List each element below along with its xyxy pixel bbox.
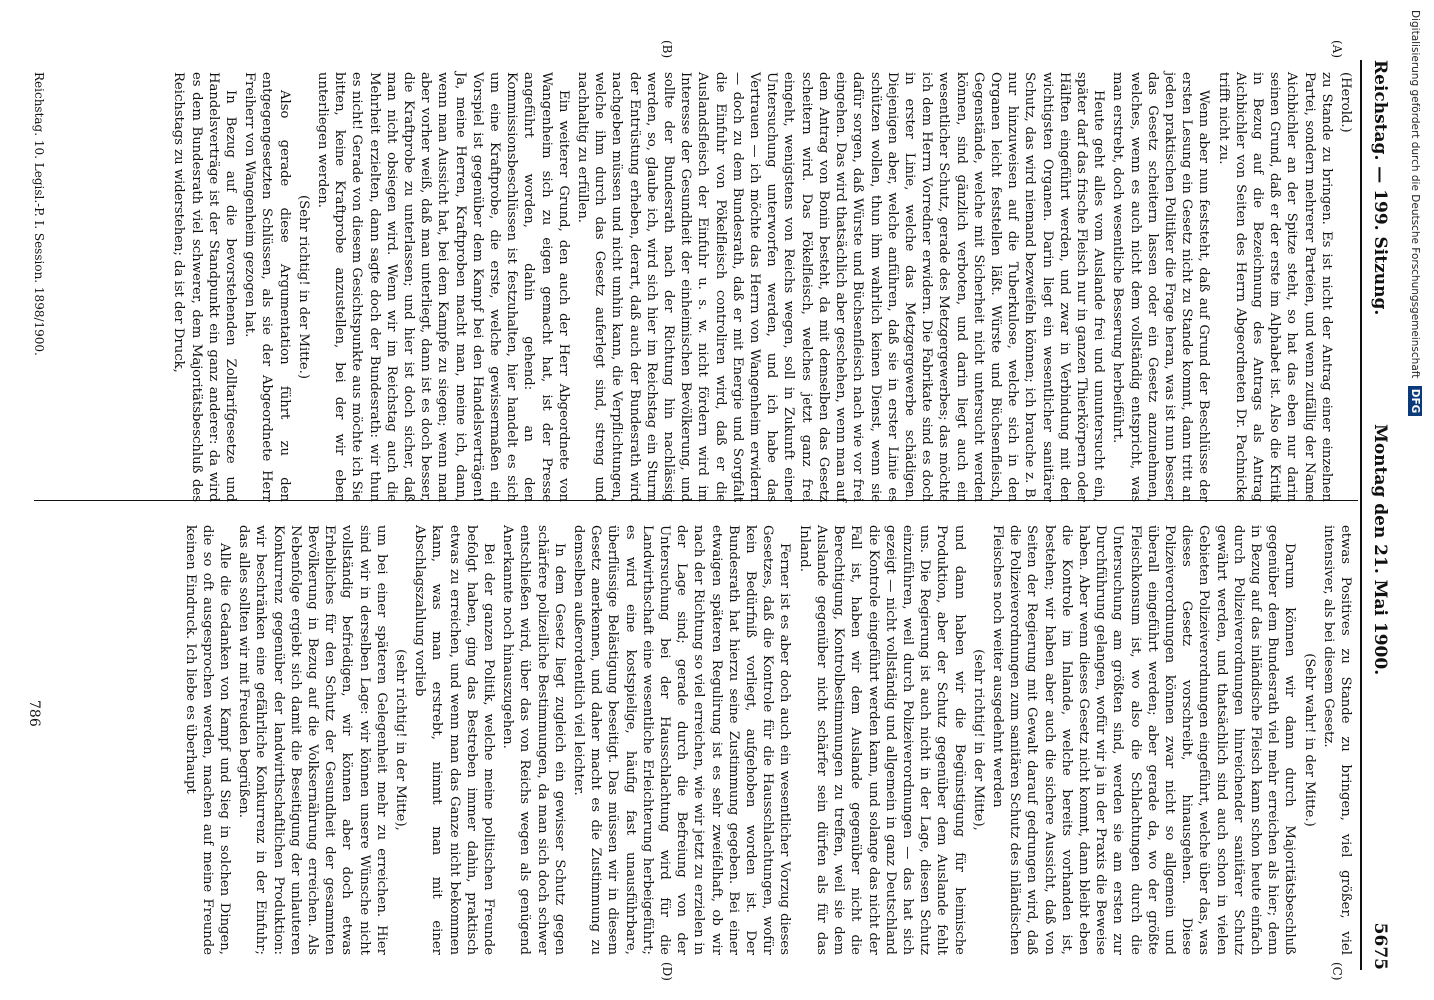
footer-page-number: 786 xyxy=(26,700,42,727)
dfg-logo: DFG xyxy=(1408,386,1422,417)
page-footer: Reichstag. 10. Legisl.-P. I. Session. 1898/1900. xyxy=(32,72,46,356)
header-session: Reichstag. — 199. Sitzung. xyxy=(1370,60,1390,316)
paragraph: Ein weiterer Grund, den auch der Herr Abgeordnete von Wangenheim sich zu eigen gemacht hat, ist der Presse angeführt worden, dahin gehend: an den Kommissionsbeschlüssen ist festzuhalten, hier handelt es sich um eine Kraftprobe, die erste, welche gewissermaßen ein Vorspiel ist gegenüber dem Kampf bei den Handelsverträgen! Ja, meine Herren, Kraftproben macht man, meine ich, dann, wenn man Aussicht hat, bei dem Kampfe zu siegen; wenn man aber vorher weiß, daß man unterliegt, dann ist es doch besser, die Kraftprobe zu unterlassen; und hier ist doch sicher, daß man nicht obsiegen wird. Wenn wir im Reichstag auch die Mehrheit erzielten, dann sagte doch der Bundesrath: wir thun es nicht! Gerade von diesem Gesichtspunkte aus möchte ich Sie bitten, keine Kraftprobe anzustellen, bei der wir eben unterliegen werden. xyxy=(315,72,571,502)
margin-marker-d: (D) xyxy=(660,962,674,981)
paragraph: In dem Gesetz liegt zugleich ein gewisser Schutz gegen schärfere polizeiliche Bestimmungen, da man sich doch schwer entschließen wird, über das von Reichs wegen als genügend Anerkannte noch hinauszugehen. xyxy=(500,525,567,955)
interjection: (Sehr wahr! in der Mitte.) xyxy=(1301,653,1317,827)
digitization-note xyxy=(1408,10,1430,990)
paragraph: etwas Positives zu Stande zu bringen, viel größer, viel intensiver, als bei diesem Gesetz. xyxy=(1320,525,1353,955)
interjection: (sehr richtig! in der Mitte), xyxy=(970,649,986,831)
paragraph: Darum können wir dann durch Majoritätsbeschluß gegenüber dem Bundesrath viel mehr erreichen als hier; denn in Bezug auf das inländische Fleisch kann schon heute einfach durch Polizeiverordnungen hinreichender sanitärer Schutz gewährt werden, und thatsächlich sind auch schon in vielen Gebieten Polizeiverordnungen eingeführt, welche über das, was dieses Gesetz vorschreibt, hinausgehen. Diese Polizeiverordnungen können zwar nicht so allgemein und überall eingeführt werden; aber gerade da, wo der größte Fleischkonsum ist, wo also die Schlachtungen durch die Untersuchung am größten sind, werden sie am ersten zur Durchführung gelangen, wofür wir ja in der Praxis die Beweise haben. Aber wenn dieses Gesetz nicht kommt, dann bleibt eben die Kontrole im Inlande, welche bereits vorhanden ist, bestehen; wir haben aber auch die sichere Aussicht, daß von Seiten der Regierung mit Gewalt darauf gedrungen wird, daß die Polizeiverordnungen zum sanitären Schutz des inländischen Fleisches noch weiter ausgedehnt werden xyxy=(989,525,1298,955)
interjection: (Sehr richtig! in der Mitte.) xyxy=(295,195,311,379)
page-header xyxy=(1362,60,1390,970)
right-column xyxy=(179,525,1354,955)
paragraph: Heute geht alles vom Auslande frei und ununtersucht ein, später darf das frische Fleisch nur in ganzen Thierkörpern oder Hälften eingeführt werden, und zwar in Verbindung mit den wichtigsten Organen. Darin liegt ein wesentlicher sanitärer Schutz, das wird niemand bezweifeln können; ich brauche z. B. nur hinzuweisen auf die Tuberkulose, welche sich in den Organen leicht feststellen läßt. Würste und Büchsenfleisch, Gegenstände, welche mit Sicherheit nicht untersucht werden können, sind gänzlich verboten, und darin liegt auch ein wesentlicher Schutz, gerade des Metzgergewerbes; das möchte ich dem Herrn Vorredner erwidern. Die Fabrikate sind es doch in erster Linie, welche das Metzgergewerbe schädigen. Diejenigen aber, welche anführen, daß sie in erster Linie es schützen wollen, thun ihm wahrlich keinen Dienst, wenn sie dafür sorgen, daß Würste und Büchsenfleisch nach wie vor frei eingehen. Das wird thatsächlich aber geschehen, wenn man auf dem Antrag von Bonin besteht, da mit demselben das Gesetz scheitern wird. Das Pökelfleisch, welches jetzt ganz frei eingeht, wenigstens von Reichs wegen, soll in Zukunft einer Untersuchung unterworfen werden, und ich habe das Vertrauen — ich möchte das Herrn von Wangenheim erwidern — doch zu dem Bundesrath, daß er mit Energie und Sorgfalt die Einfuhr von Pökelfleisch controliren wird, daß er die Auslandsfleisch der Einfuhr u. s. w. nicht fördern wird im Interesse der Gesundheit der einheimischen Bevölkerung, und sollte der Bundesrath nach der Richtung hin nachlässig werden, so, glaube ich, wird sich hier im Reichstag ein Sturm der Entrüstung erheben, derart, daß auch der Bundesrath wird nachgeben müssen und nicht umhin kann, die Verpflichtungen, welche ihm durch das Gesetz auferlegt sind, streng und nachhaltig zu erfüllen. xyxy=(575,72,1107,502)
paragraph: In Bezug auf die bevorstehenden Zolltarifgesetze und Handelsverträge ist der Standpunkt ein ganz anderer: da wird es dem Bundesrath viel schwerer, dem Majoritätsbeschluß des Reichstags zu widerstehen; da ist der Druck, xyxy=(171,72,238,502)
margin-marker-a: (A) xyxy=(1330,40,1344,59)
paragraph: Alle die Gedanken von Kampf und Sieg in solchen Dingen, die so oft ausgesprochen werden, machen auf meine Freunde keinen Eindruck. Ich liebe es überhaupt xyxy=(182,525,232,955)
header-rule xyxy=(1360,60,1362,970)
header-page-number: 5675 xyxy=(1370,922,1390,970)
paragraph: Also gerade diese Argumentation führt zu den entgegengesetzten Schlüssen, als sie der Abgeordnete Herr Freiherr von Wangenheim gezogen hat. xyxy=(242,72,292,502)
paragraph: zu Stande zu bringen. Es ist nicht der Antrag einer einzelnen Partei, sondern mehrerer Parteien, und wenn zufällig der Name Aichbichler an der Spitze steht, so hat das eben nur darin seinen Grund, daß er der erste im Alphabet ist. Also die Kritik in Bezug auf die Bezeichnung des Antrags als Antrag Aichbichler von Seiten des Herrn Abgeordneten Dr. Pachnicke trifft nicht zu. xyxy=(1215,72,1334,502)
side-note-text: Digitalisierung gefördert durch die Deutsche Forschungsgemeinschaft xyxy=(1409,10,1421,379)
paragraph: Ferner ist es aber doch auch ein wesentlicher Vorzug dieses Gesetzes, daß die Kontrole für die Hausschlachtungen, wofür kein Bedürfniß vorliegt, aufgehoben worden ist. Der Bundesrath hat hierzu seine Zustimmung gegeben. Bei einer etwaigen späteren Regulirung ist es sehr zweifelhaft, ob wir nach der Richtung so viel erreichen, wie wir jetzt zu erzielen in der Lage sind; gerade durch die Befreiung von der Untersuchung bei der Hausschlachtung wird für die Landwirthschaft eine wesentliche Erleichterung herbeigeführt; es wird eine kostspielige, häufig fast unausführbare, überflüssige Belästigung beseitigt. Das müssen wir in diesem Gesetz anerkennen, und daher macht es die Zustimmung zu demselben außerordentlich viel leichter. xyxy=(571,525,793,955)
paragraph: Wenn aber nun feststeht, daß auf Grund der Beschlüsse der ersten Lesung ein Gesetz nicht zu Stande kommt, dann tritt an jeden praktischen Politiker die Frage heran, was ist nun besser, das Gesetz scheitern lassen oder ein Gesetz anzunehmen, welches, wenn es auch nicht dem vollständig entspricht, was man erstrebt, doch wesentliche Besserung herbeiführt. xyxy=(1110,72,1212,502)
paragraph: Bei der ganzen Politik, welche meine politischen Freunde befolgt haben, ging das Bestreben immer dahin, praktisch etwas zu erreichen, und wenn man das Ganze nicht bekommen kann, was man erstrebt, nimmt man mit einer Abschlagszahlung vorlieb xyxy=(412,525,497,955)
speaker-name: (Herold.) xyxy=(1338,72,1353,133)
paragraph: und dann haben wir die Begünstigung für heimische Produktion, aber der Schutz gegenüber dem Auslande fehlt uns. Die Regierung ist auch nicht in der Lage, diesen Schutz einzuführen, weil durch Polizeiverordnungen — das hat sich gezeigt — nicht vollständig und allgemein in ganz Deutschland die Kontrole eingeführt werden kann, und solange das nicht der Fall ist, haben wir dem Auslande gegenüber nicht die Berechtigung, Kontrolbestimmungen zu treffen, weil sie dem Auslande gegenüber nicht schärfer sein dürfen als für das Inland. xyxy=(796,525,967,955)
header-date: Montag den 21. Mai 1900. xyxy=(1370,424,1390,676)
margin-marker-c: (C) xyxy=(1330,962,1344,981)
paragraph: um bei einer späteren Gelegenheit mehr zu erreichen. Hier sind wir in derselben Lage: wir können unsere Wünsche nicht vollständig befriedigen, wir können aber doch etwas Erhebliches für den Schutz der Gesundheit der gesammten Bevölkerung in Bezug auf die Volksernährung erreichen. Als Nebenfolge ergiebt sich damit die Beseitigung der unlauteren Konkurrenz gegenüber der landwirthschaftlichen Produktion: wir beschränken eine gefährliche Konkurrenz in der Einfuhr; das alles sollten wir mit Freuden begrüßen. xyxy=(236,525,389,955)
left-column xyxy=(168,72,1354,502)
margin-marker-b: (B) xyxy=(660,40,674,59)
interjection: (sehr richtig! in der Mitte), xyxy=(393,649,409,831)
